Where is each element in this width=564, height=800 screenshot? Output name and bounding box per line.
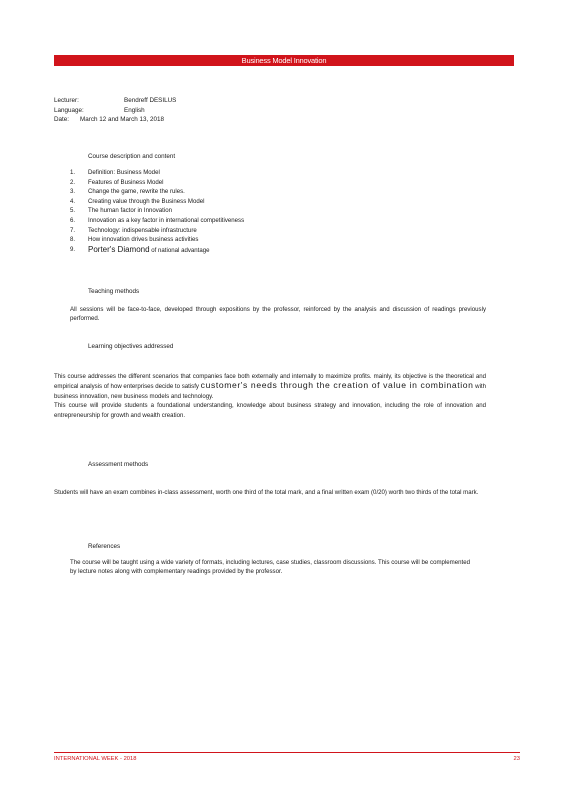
assessment-methods-heading: Assessment methods (88, 461, 149, 468)
date-row (54, 115, 176, 125)
list-item: 5. The human factor in Innovation (70, 207, 173, 215)
list-item: 8. How innovation drives business activities (70, 236, 199, 244)
page-footer (54, 752, 520, 762)
course-title-bar: Business Model Innovation (54, 55, 514, 66)
lecturer-value: Bendreff DESILUS (124, 97, 177, 104)
language-value: English (124, 106, 145, 114)
lecturer-label: Lecturer: (54, 97, 79, 104)
list-item: 9. Porter's Diamond of national advantage (70, 244, 210, 254)
page-number: 23 (513, 756, 520, 762)
learning-objectives-text: This course addresses the different scenarios that companies face both externally and internally to maximize profits. mainly, its objective is the theoretical and empirical analysis of how enterprises decide to satisfy customer's needs through the creation of value in combination with business innovation, new business models and technology. This course will provide students a foundational understanding, knowledge about business strategy and innovation, including the role of innovation and entrepreneurship for growth and wealth creation. (54, 373, 487, 419)
language-row (54, 106, 176, 116)
list-item: 6. Innovation as a key factor in international competitiveness (70, 216, 245, 224)
list-item: 2. Features of Business Model (70, 178, 164, 186)
date-label: Date: (54, 116, 70, 124)
references-text: The course will be taught using a wide variety of formats, including lectures, case studies, classroom discussions. This course will be complemented by lecture notes along with complementary readings provided by the professor. (70, 559, 470, 576)
footer-event-label: INTERNATIONAL WEEK - 2018 (54, 756, 137, 762)
lecturer-row (54, 96, 176, 106)
list-item: 1. Definition: Business Model (70, 169, 160, 176)
teaching-methods-heading: Teaching methods (88, 288, 140, 295)
course-content-list (70, 168, 244, 255)
references-heading: References (88, 543, 121, 550)
language-label: Language: (54, 106, 84, 114)
list-item: 7. Technology: indispensable infrastructure (70, 226, 197, 234)
teaching-methods-text: All sessions will be face-to-face, developed through expositions by the professor, reinforced by the analysis and discussion of readings previously performed. (70, 306, 486, 323)
course-description-heading: Course description and content (88, 153, 176, 160)
course-meta (54, 96, 176, 125)
list-item: 4. Creating value through the Business Model (70, 197, 205, 205)
assessment-methods-text: Students will have an exam combines in-class assessment, worth one third of the total mark, and a final written exam (0/20) worth two thirds of the total mark. (54, 489, 479, 496)
list-item: 3. Change the game, rewrite the rules. (70, 188, 185, 196)
learning-objectives-heading: Learning objectives addressed (88, 343, 174, 350)
date-value: March 12 and March 13, 2018 (80, 116, 165, 124)
